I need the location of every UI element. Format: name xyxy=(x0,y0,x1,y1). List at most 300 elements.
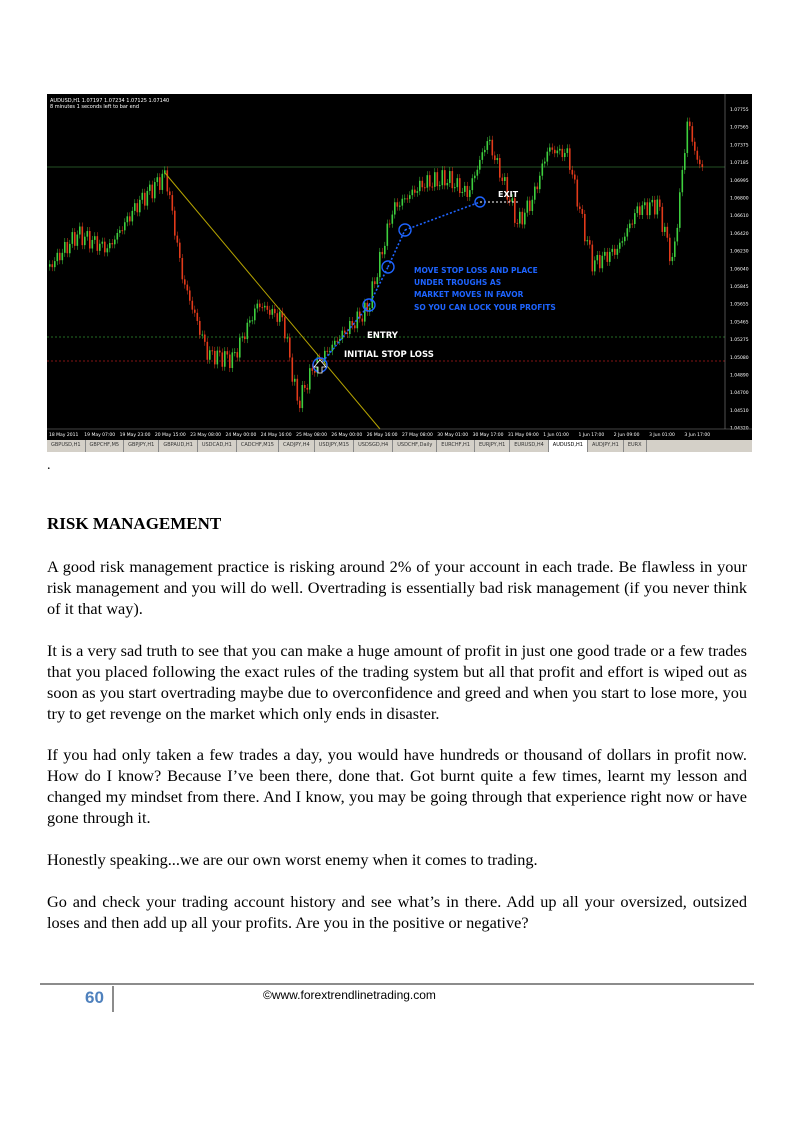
chart-tab-bar xyxy=(47,440,752,452)
candle xyxy=(597,255,599,260)
candle xyxy=(524,213,526,225)
chart-tab[interactable]: GBPUSD,H1 xyxy=(47,440,86,452)
candle xyxy=(679,192,681,228)
candle xyxy=(632,224,634,225)
candle xyxy=(334,341,336,345)
candle xyxy=(82,227,84,246)
candle xyxy=(274,309,276,313)
candle xyxy=(502,178,504,181)
candle xyxy=(687,122,689,153)
candle xyxy=(672,257,674,261)
candle xyxy=(427,175,429,188)
candle xyxy=(214,351,216,364)
candle xyxy=(287,337,289,338)
paragraph-5: Go and check your trading account history and see what’s in there. Add up all your oversized, outsized loses and then add up all your profits. Are you in the positive or negative? xyxy=(47,892,747,932)
page-number-divider xyxy=(112,986,114,1012)
candle xyxy=(172,195,174,211)
candle xyxy=(292,357,294,381)
candle xyxy=(474,176,476,179)
time-tick-label: 19 May 07:00 xyxy=(84,433,116,438)
initial-stop-label: INITIAL STOP LOSS xyxy=(344,350,434,360)
chart-tab[interactable]: EURCHF,H1 xyxy=(437,440,475,452)
candle xyxy=(239,338,241,358)
candle xyxy=(417,191,419,193)
candle xyxy=(587,240,589,241)
candle xyxy=(289,337,291,357)
candle xyxy=(229,355,231,368)
candle xyxy=(489,140,491,141)
candle xyxy=(642,205,644,215)
chart-tab[interactable]: EURJPY,H1 xyxy=(475,440,510,452)
candle xyxy=(124,222,126,230)
candle xyxy=(564,153,566,157)
candle xyxy=(372,281,374,308)
candle xyxy=(532,200,534,211)
candle xyxy=(84,237,86,245)
time-tick-label: 25 May 08:00 xyxy=(296,433,327,438)
candle xyxy=(149,185,151,191)
candle xyxy=(399,206,401,207)
candle xyxy=(519,212,521,224)
candle xyxy=(249,320,251,322)
candle xyxy=(332,345,334,351)
candle xyxy=(199,321,201,335)
candle xyxy=(202,335,204,336)
candle xyxy=(459,178,461,193)
candle xyxy=(99,244,101,251)
candle xyxy=(257,304,259,309)
price-tick-label: 1.05080 xyxy=(730,355,749,361)
page-number: 60 xyxy=(85,988,104,1007)
price-tick-label: 1.07755 xyxy=(730,108,749,113)
candle xyxy=(132,211,134,222)
candle xyxy=(549,147,551,151)
move-stop-line-2: UNDER TROUGHS AS xyxy=(414,278,502,287)
candle xyxy=(534,187,536,200)
candle xyxy=(267,306,269,310)
candle xyxy=(209,350,211,359)
candle xyxy=(237,352,239,357)
paragraph-3: If you had only taken a few trades a day, you would have hundreds or thousand of dollars in profit now. How do I know? Because I’ve been there, done that. Got burnt quite a few times, learnt my lesson and changed my mindset from there. And I know, you may be going through that experience right now or have gone through it. xyxy=(47,745,747,827)
candle xyxy=(379,252,381,277)
time-tick-label: 30 May 01:00 xyxy=(437,433,469,438)
price-tick-label: 1.05845 xyxy=(730,285,749,290)
price-tick-label: 1.07375 xyxy=(730,143,749,149)
candle xyxy=(409,195,411,199)
candle xyxy=(412,190,414,196)
candle xyxy=(522,212,524,225)
candle xyxy=(69,244,71,253)
candle xyxy=(157,177,159,182)
candle xyxy=(134,203,136,211)
candle xyxy=(539,176,541,189)
chart-tab[interactable]: AUDJPY,H1 xyxy=(588,440,624,452)
time-tick-label: 27 May 08:00 xyxy=(402,433,433,438)
price-tick-label: 1.07565 xyxy=(730,125,749,131)
chart-tab[interactable]: EURX xyxy=(624,440,647,452)
candle xyxy=(454,187,456,188)
chart-tab[interactable]: GBPCHF,M5 xyxy=(86,440,125,452)
candle xyxy=(624,237,626,242)
candle xyxy=(547,152,549,162)
candle xyxy=(114,240,116,245)
candle xyxy=(479,160,481,170)
candle xyxy=(589,240,591,244)
time-tick-label: 2 Jun 09:00 xyxy=(613,433,640,438)
time-tick-label: 1 Jun 01:00 xyxy=(543,433,569,438)
candle xyxy=(402,199,404,206)
candle xyxy=(299,401,301,408)
candle xyxy=(109,243,111,248)
candle xyxy=(159,177,161,190)
candle xyxy=(464,186,466,192)
candle xyxy=(264,306,266,308)
time-tick-label: 18 May 2011 xyxy=(49,433,79,438)
candle xyxy=(557,151,559,154)
candle xyxy=(499,158,501,178)
candle xyxy=(357,312,359,329)
candle xyxy=(74,232,76,246)
time-tick-label: 26 May 00:00 xyxy=(331,433,363,438)
price-tick-label: 1.04700 xyxy=(730,391,749,397)
price-tick-label: 1.04320 xyxy=(730,426,749,432)
candle xyxy=(127,216,129,222)
candle xyxy=(129,216,131,221)
candle xyxy=(639,206,641,215)
candle xyxy=(574,175,576,180)
candle xyxy=(59,253,61,260)
candle xyxy=(174,211,176,236)
candle xyxy=(614,249,616,255)
candle xyxy=(297,379,299,401)
move-stop-line-4: SO YOU CAN LOCK YOUR PROFITS xyxy=(414,303,556,312)
candle xyxy=(194,310,196,313)
candle xyxy=(107,248,109,252)
candle xyxy=(699,160,701,164)
chart-tab[interactable]: GBPJPY,H1 xyxy=(124,440,159,452)
candle xyxy=(669,238,671,261)
candle xyxy=(102,242,104,244)
candle xyxy=(429,175,431,186)
candle xyxy=(147,191,149,206)
candle xyxy=(79,227,81,235)
move-stop-line-1: MOVE STOP LOSS AND PLACE xyxy=(414,266,538,275)
candle xyxy=(77,235,79,246)
candle xyxy=(562,149,564,157)
candle xyxy=(529,201,531,211)
chart-header-timer: 8 minutes 1 seconds left to bar end xyxy=(50,104,139,110)
candle xyxy=(247,323,249,339)
candle xyxy=(52,264,54,267)
candle xyxy=(382,252,384,254)
candle xyxy=(644,202,646,205)
candle xyxy=(169,191,171,195)
candle xyxy=(419,181,421,191)
candle xyxy=(57,253,59,261)
candle xyxy=(702,164,704,167)
candle xyxy=(424,187,426,188)
candle xyxy=(304,385,306,388)
candle xyxy=(602,256,604,269)
candle xyxy=(647,202,649,215)
candle xyxy=(179,243,181,258)
chart-tab[interactable]: USDJPY,M15 xyxy=(315,440,354,452)
candle xyxy=(309,368,311,389)
candle xyxy=(467,186,469,197)
candle xyxy=(192,301,194,310)
candlestick-chart xyxy=(47,94,752,440)
candle xyxy=(472,178,474,190)
candle xyxy=(364,303,366,322)
candle xyxy=(189,290,191,300)
candle xyxy=(344,331,346,333)
candle xyxy=(494,155,496,160)
candle xyxy=(144,193,146,206)
candle xyxy=(197,313,199,321)
forex-chart-screenshot xyxy=(47,94,752,452)
candle xyxy=(692,126,694,142)
candle xyxy=(54,261,56,267)
candle xyxy=(62,253,64,260)
candle xyxy=(637,206,639,213)
price-tick-label: 1.06995 xyxy=(730,178,749,184)
footer-divider xyxy=(40,983,754,985)
candle xyxy=(584,214,586,241)
candle xyxy=(509,200,511,202)
candle xyxy=(567,148,569,153)
footer-url: ©www.forextrendlinetrading.com xyxy=(263,988,436,1002)
candle xyxy=(604,252,606,256)
candle xyxy=(662,207,664,232)
candle xyxy=(452,171,454,188)
candle xyxy=(404,198,406,199)
candle xyxy=(697,151,699,160)
candle xyxy=(492,140,494,156)
candle xyxy=(437,172,439,186)
candle xyxy=(394,202,396,214)
candle xyxy=(89,231,91,248)
candle xyxy=(294,379,296,382)
candle xyxy=(242,336,244,337)
candle xyxy=(142,193,144,200)
candle xyxy=(537,187,539,190)
candle xyxy=(619,243,621,249)
candle xyxy=(649,202,651,215)
candle xyxy=(207,342,209,360)
candle xyxy=(312,368,314,371)
candle xyxy=(627,228,629,236)
chart-tab[interactable]: USDCAD,H1 xyxy=(198,440,237,452)
price-tick-label: 1.06610 xyxy=(730,214,749,220)
candle xyxy=(629,224,631,229)
candle xyxy=(337,341,339,342)
candle xyxy=(67,242,69,253)
candle xyxy=(227,351,229,354)
paragraph-2: It is a very sad truth to see that you can make a huge amount of profit in just one good trade or a few trades that you placed following the exact rules of the trading system but all that profit and effort is wiped out as soon as you start overtrading maybe due to overconfidence and greed and when you start to lose more, you try to get revenge on the market which only ends in disaster. xyxy=(47,641,747,723)
candle xyxy=(362,319,364,322)
candle xyxy=(389,224,391,225)
section-heading: RISK MANAGEMENT xyxy=(47,514,222,533)
candle xyxy=(657,200,659,215)
candle xyxy=(342,331,344,339)
price-tick-label: 1.06230 xyxy=(730,249,749,255)
price-tick-label: 1.04510 xyxy=(730,408,749,414)
candle xyxy=(219,351,221,353)
candle xyxy=(387,224,389,246)
time-tick-label: 19 May 23:00 xyxy=(119,433,151,438)
candle xyxy=(224,351,226,367)
time-tick-label: 24 May 16:00 xyxy=(260,433,292,438)
candle xyxy=(187,285,189,291)
candle xyxy=(612,249,614,252)
candle xyxy=(582,209,584,214)
candle xyxy=(259,304,261,308)
price-tick-label: 1.06040 xyxy=(730,267,749,273)
candle xyxy=(457,178,459,187)
candle xyxy=(154,182,156,198)
candle xyxy=(439,185,441,186)
candle xyxy=(327,351,329,352)
candle xyxy=(49,264,51,266)
time-tick-label: 3 Jun 01:00 xyxy=(649,433,675,438)
candle xyxy=(222,352,224,366)
candle xyxy=(64,242,66,253)
candle xyxy=(284,317,286,338)
candle xyxy=(609,252,611,262)
candle xyxy=(269,310,271,315)
move-stop-line-3: MARKET MOVES IN FAVOR xyxy=(414,290,524,299)
candle xyxy=(277,313,279,322)
price-tick-label: 1.04890 xyxy=(730,373,749,379)
candle xyxy=(482,152,484,160)
chart-tab[interactable]: AUDUSD,H1 xyxy=(549,440,588,452)
chart-tab[interactable]: USDCHF,Daily xyxy=(393,440,437,452)
paragraph-1: A good risk management practice is risking around 2% of your account in each trade. Be flawless in your risk management and you will do well. Overtrading is essentially bad risk management (if you never think of it that way). xyxy=(47,557,747,618)
candle xyxy=(599,255,601,268)
candle xyxy=(122,230,124,231)
candle xyxy=(527,201,529,213)
candle xyxy=(307,388,309,390)
time-tick-label: 20 May 15:00 xyxy=(154,433,186,438)
candle xyxy=(569,148,571,169)
candle xyxy=(592,245,594,272)
chart-tab[interactable]: USDSGD,H4 xyxy=(354,440,393,452)
price-tick-label: 1.05275 xyxy=(730,338,749,344)
candle xyxy=(694,142,696,151)
time-tick-label: 23 May 08:00 xyxy=(190,433,222,438)
chart-header-symbol: AUDUSD,H1 1.07197 1.07234 1.07125 1.07140 xyxy=(50,98,170,104)
candle xyxy=(234,352,236,353)
chart-tab[interactable]: CADJPY,H4 xyxy=(279,440,315,452)
candle xyxy=(497,158,499,160)
chart-tab[interactable]: EURUSD,H4 xyxy=(510,440,549,452)
candle xyxy=(442,170,444,185)
candle xyxy=(447,183,449,185)
candle xyxy=(449,171,451,183)
candle xyxy=(667,227,669,238)
candle xyxy=(182,258,184,279)
candle xyxy=(634,213,636,224)
candle xyxy=(262,307,264,308)
candle xyxy=(119,230,121,233)
candle xyxy=(302,385,304,408)
candle xyxy=(392,215,394,224)
candle xyxy=(217,351,219,365)
candle xyxy=(544,162,546,164)
candle xyxy=(104,242,106,253)
candle xyxy=(622,241,624,242)
candle xyxy=(517,223,519,224)
candle xyxy=(139,200,141,212)
candle xyxy=(484,150,486,152)
candle xyxy=(414,190,416,193)
candle xyxy=(422,181,424,187)
candle xyxy=(577,180,579,207)
candle xyxy=(674,241,676,256)
candle xyxy=(212,350,214,351)
candle xyxy=(652,200,654,202)
time-tick-label: 31 May 09:00 xyxy=(507,433,539,438)
candle xyxy=(97,236,99,251)
candle xyxy=(579,207,581,209)
price-tick-label: 1.06800 xyxy=(730,196,749,202)
time-tick-label: 30 May 17:00 xyxy=(472,433,504,438)
candle xyxy=(444,170,446,185)
time-tick-label: 24 May 00:00 xyxy=(225,433,257,438)
chart-tab[interactable]: GBPAUD,H1 xyxy=(159,440,197,452)
candle xyxy=(504,177,506,181)
candle xyxy=(607,252,609,262)
candle xyxy=(252,320,254,321)
candle xyxy=(552,147,554,149)
candle xyxy=(377,277,379,284)
candle xyxy=(572,170,574,175)
candle xyxy=(487,141,489,150)
candle xyxy=(659,200,661,207)
candle xyxy=(279,312,281,322)
candle xyxy=(677,228,679,242)
candle xyxy=(554,150,556,153)
candle xyxy=(617,249,619,255)
candle xyxy=(682,170,684,192)
candle xyxy=(137,203,139,212)
candle xyxy=(434,172,436,187)
candle xyxy=(177,236,179,243)
paragraph-4: Honestly speaking...we are our own worst enemy when it comes to trading. xyxy=(47,850,538,869)
candle xyxy=(354,325,356,328)
entry-label: ENTRY xyxy=(367,331,398,341)
stray-dot: . xyxy=(47,458,51,473)
candle xyxy=(167,170,169,191)
candle xyxy=(477,170,479,176)
candle xyxy=(542,164,544,176)
time-tick-label: 3 Jun 17:00 xyxy=(684,433,711,438)
candle xyxy=(204,335,206,342)
candle xyxy=(397,202,399,206)
time-tick-label: 1 Jun 17:00 xyxy=(578,433,605,438)
candle xyxy=(162,174,164,190)
candle xyxy=(384,246,386,254)
candle xyxy=(684,153,686,170)
price-tick-label: 1.05655 xyxy=(730,302,749,308)
candle xyxy=(407,198,409,199)
chart-tab[interactable]: CADCHF,M15 xyxy=(237,440,279,452)
candle xyxy=(594,260,596,271)
candle xyxy=(232,352,234,368)
candle xyxy=(94,236,96,240)
candle xyxy=(92,240,94,249)
candle xyxy=(244,336,246,339)
